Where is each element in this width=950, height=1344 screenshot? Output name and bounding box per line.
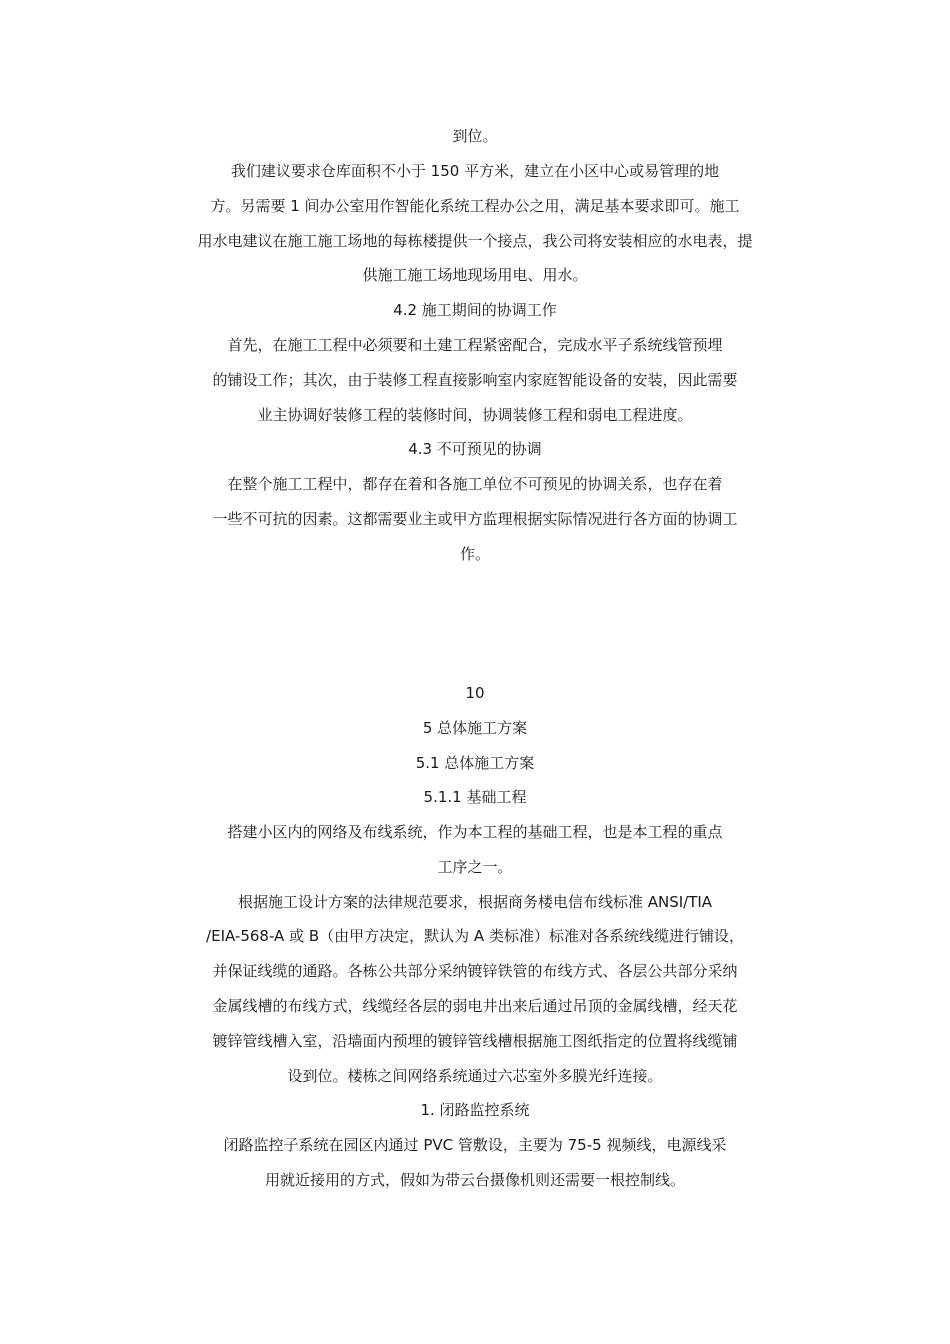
list-heading-cctv: 1. 闭路监控系统 [420,1101,530,1119]
section-heading-4-3: 4.3 不可预见的协调 [408,440,542,458]
chapter-heading: 5 总体施工方案 [422,719,528,737]
paragraph-line: 供施工施工场地现场用电、用水。 [362,266,588,284]
paragraph-line: 根据施工设计方案的法律规范要求，根据商务楼电信布线标准 ANSI/TIA [237,893,713,911]
paragraph-line: 方。另需要 1 间办公室用作智能化系统工程办公之用，满足基本要求即可。施工 [210,197,740,215]
paragraph-line: 并保证线缆的通路。各栋公共部分采纳镀锌铁管的布线方式、各层公共部分采纳 [212,962,738,980]
paragraph-line: 在整个施工工程中，都存在着和各施工单位不可预见的协调关系，也存在着 [227,475,723,493]
paragraph-line: 设到位。楼栋之间网络系统通过六芯室外多膜光纤连接。 [287,1067,663,1085]
section-heading-4-2: 4.2 施工期间的协调工作 [393,301,557,319]
paragraph-line: 用水电建议在施工施工场地的每栋楼提供一个接点，我公司将安装相应的水电表，提 [197,232,753,250]
paragraph-line: 用就近接用的方式，假如为带云台摄像机则还需要一根控制线。 [264,1171,685,1189]
paragraph-line: 的铺设工作；其次，由于装修工程直接影响室内家庭智能设备的安装，因此需要 [212,371,738,389]
paragraph-line: 金属线槽的布线方式，线缆经各层的弱电井出来后通过吊顶的金属线槽，经天花 [212,997,738,1015]
paragraph-line: 作。 [459,545,490,563]
paragraph-line: /EIA-568-A 或 B（由甲方决定，默认为 A 类标准）标准对各系统线缆进行铺设， [206,927,744,945]
paragraph-line: 业主协调好装修工程的装修时间，协调装修工程和弱电工程进度。 [257,406,693,424]
section-heading-5-1: 5.1 总体施工方案 [415,754,535,772]
paragraph-line: 镀锌管线槽入室，沿墙面内预埋的镀锌管线槽根据施工图纸指定的位置将线缆铺 [212,1032,738,1050]
paragraph-line: 到位。 [452,127,498,145]
paragraph-line: 搭建小区内的网络及布线系统，作为本工程的基础工程，也是本工程的重点 [227,823,723,841]
paragraph-line: 首先，在施工工程中必须要和土建工程紧密配合，完成水平子系统线管预埋 [227,336,723,354]
paragraph-line: 我们建议要求仓库面积不小于 150 平方米，建立在小区中心或易管理的地 [230,162,720,180]
paragraph-line: 闭路监控子系统在园区内通过 PVC 管敷设，主要为 75-5 视频线，电源线采 [223,1136,727,1154]
subsection-heading-5-1-1: 5.1.1 基础工程 [423,788,527,806]
page-number: 10 [465,684,485,702]
paragraph-line: 一些不可抗的因素。这都需要业主或甲方监理根据实际情况进行各方面的协调工 [212,510,738,528]
paragraph-line: 工序之一。 [437,858,513,876]
